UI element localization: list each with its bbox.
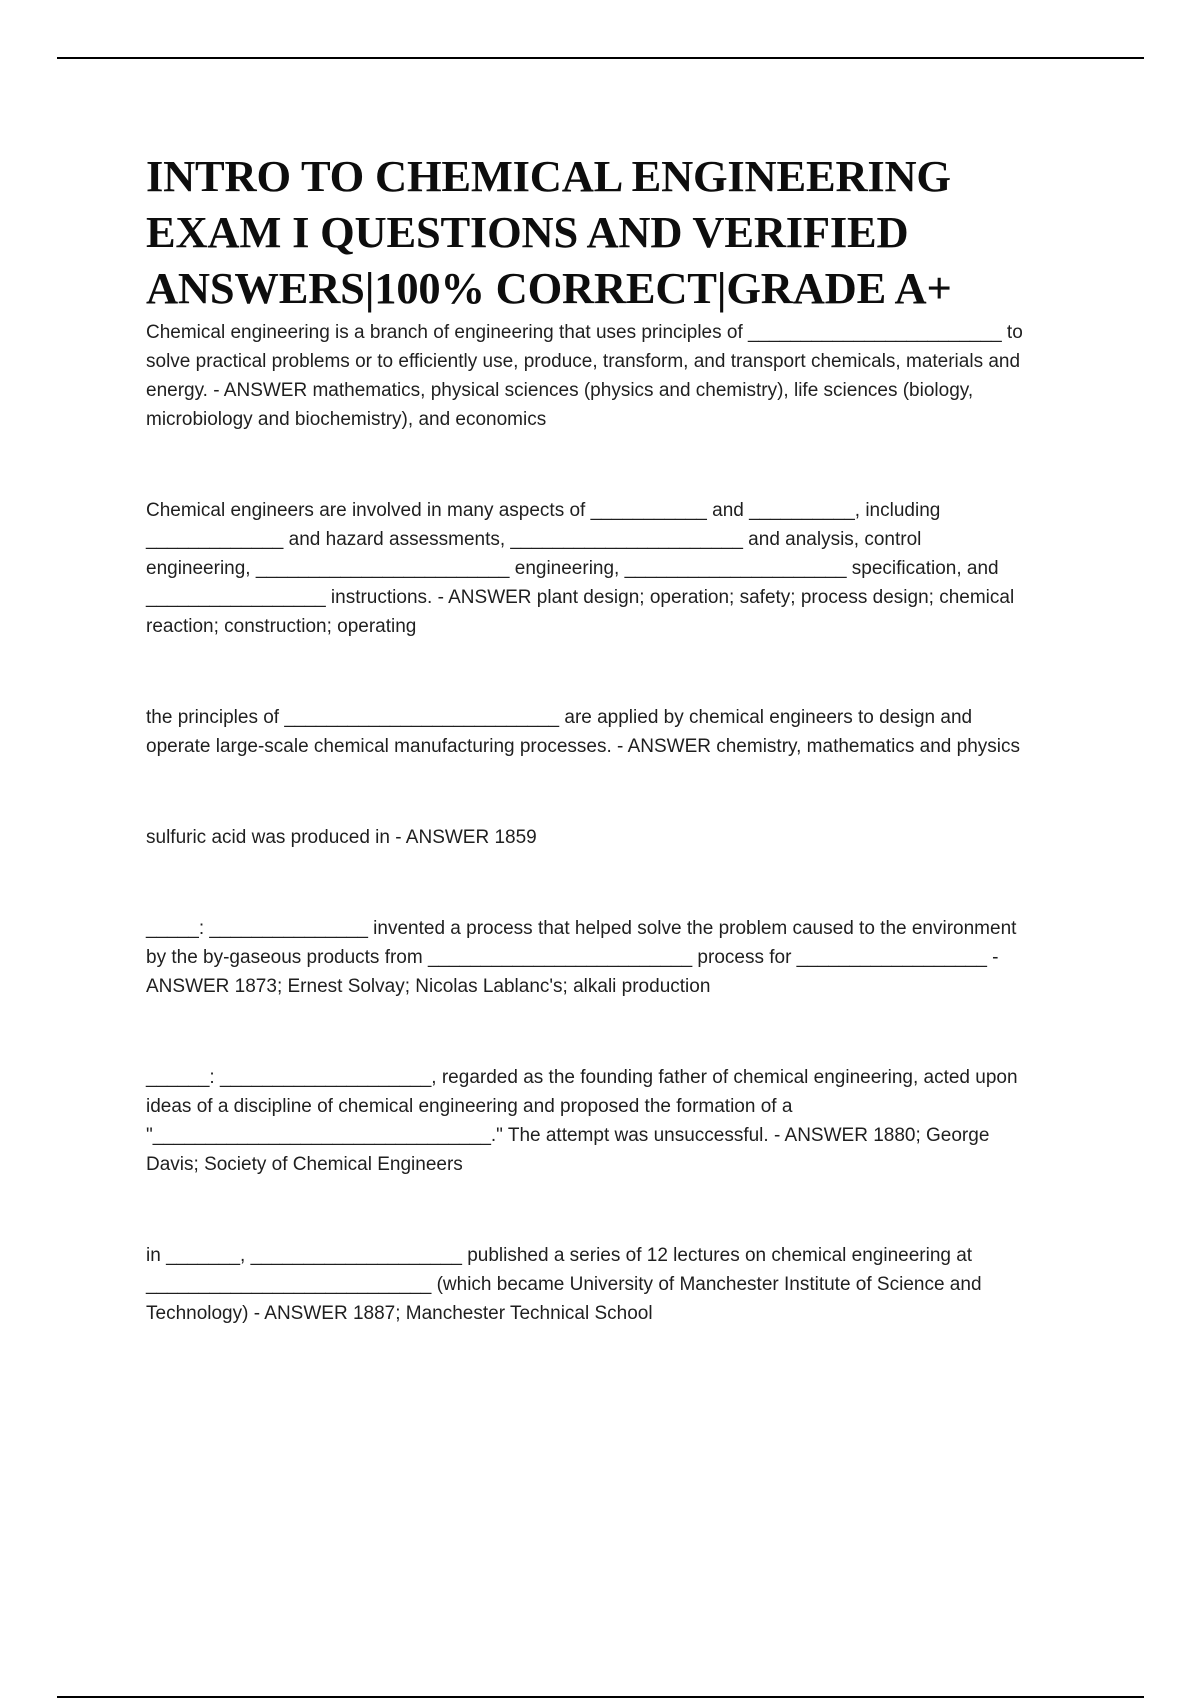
question-answer-1 (146, 318, 1096, 434)
text-line: operate large-scale chemical manufacturing processes. - ANSWER chemistry, mathematics and physics (146, 736, 1020, 757)
text-line: in _______, ____________________ published a series of 12 lectures on chemical engineering at (146, 1245, 973, 1266)
text-line: ideas of a discipline of chemical engineering and proposed the formation of a (146, 1096, 793, 1117)
text-line: microbiology and biochemistry), and economics (146, 409, 547, 430)
text-line: energy. - ANSWER mathematics, physical sciences (physics and chemistry), life sciences (biology, (146, 380, 974, 401)
question-answer-7 (146, 1241, 1096, 1328)
text-line: _________________ instructions. - ANSWER plant design; operation; safety; process design; chemical (146, 587, 1015, 608)
question-answer-5 (146, 914, 1096, 1001)
text-line: Chemical engineering is a branch of engineering that uses principles of ________________________ to (146, 322, 1023, 343)
text-line: _____________ and hazard assessments, ______________________ and analysis, control (146, 529, 922, 550)
text-line: Technology) - ANSWER 1887; Manchester Technical School (146, 1303, 653, 1324)
text-line: sulfuric acid was produced in - ANSWER 1859 (146, 827, 537, 848)
title-line: EXAM I QUESTIONS AND VERIFIED (146, 207, 909, 257)
question-answer-2 (146, 496, 1096, 641)
document-body (146, 148, 1096, 1328)
bottom-divider (57, 1696, 1144, 1698)
top-divider (57, 57, 1144, 59)
text-line: the principles of __________________________ are applied by chemical engineers to design and (146, 707, 973, 728)
text-line: _____: _______________ invented a process that helped solve the problem caused to the environment (146, 918, 1017, 939)
question-answer-3 (146, 703, 1096, 761)
text-line: Chemical engineers are involved in many aspects of ___________ and __________, including (146, 500, 941, 521)
text-line: "________________________________." The attempt was unsuccessful. - ANSWER 1880; George (146, 1125, 990, 1146)
text-line: engineering, ________________________ engineering, _____________________ specification, and (146, 558, 999, 579)
title-line: INTRO TO CHEMICAL ENGINEERING (146, 151, 951, 201)
text-line: ___________________________ (which became University of Manchester Institute of Science and (146, 1274, 982, 1295)
text-line: reaction; construction; operating (146, 616, 417, 637)
text-line: by the by-gaseous products from _________________________ process for __________________ - (146, 947, 999, 968)
text-line: Davis; Society of Chemical Engineers (146, 1154, 463, 1175)
text-line: solve practical problems or to efficiently use, produce, transform, and transport chemicals, materials and (146, 351, 1021, 372)
question-answer-4 (146, 823, 1096, 852)
document-title (146, 148, 1096, 316)
text-line: ANSWER 1873; Ernest Solvay; Nicolas Lablanc's; alkali production (146, 976, 711, 997)
text-line: ______: ____________________, regarded as the founding father of chemical engineering, acted upon (146, 1067, 1018, 1088)
question-answer-6 (146, 1063, 1096, 1179)
title-line: ANSWERS|100% CORRECT|GRADE A+ (146, 263, 952, 313)
